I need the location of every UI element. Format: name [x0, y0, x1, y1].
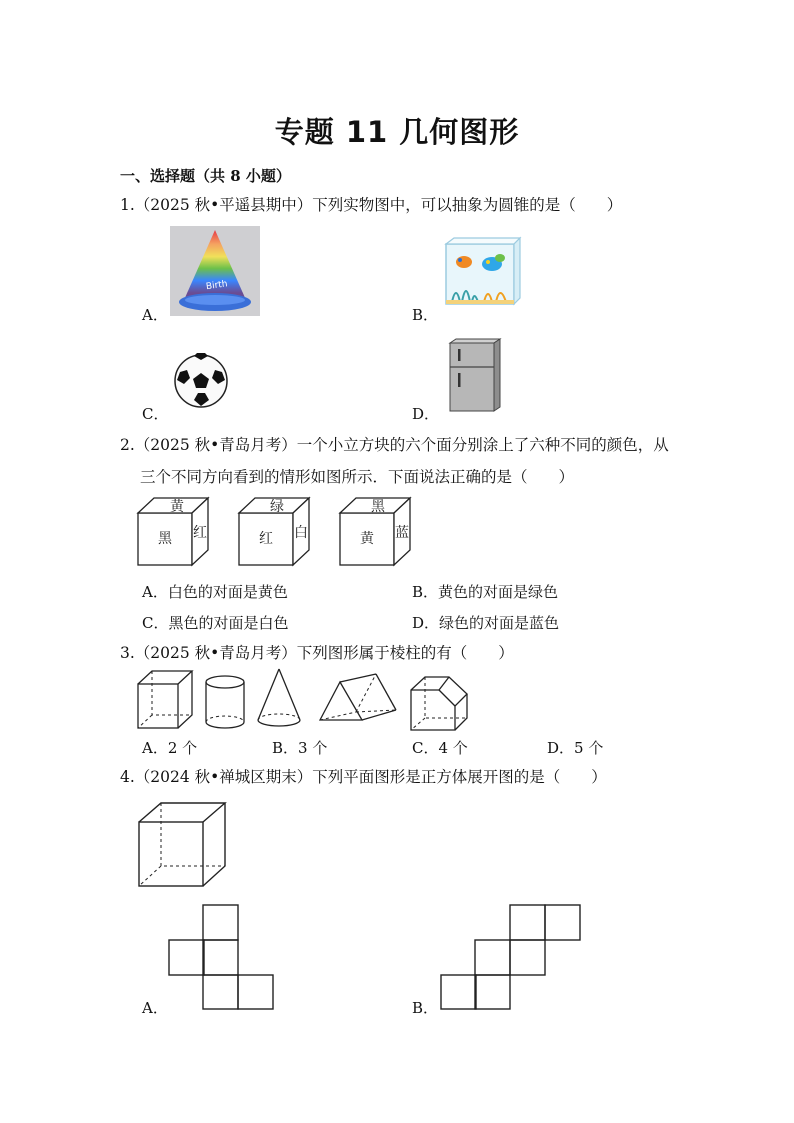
question-4-text: 4.（2024 秋•禅城区期末）下列平面图形是正方体展开图的是（ ） [120, 768, 607, 786]
triangular-prism-shape [318, 672, 398, 724]
fish-tank-image [440, 234, 522, 308]
hat-lettering: Birth [205, 279, 229, 293]
cube-1-top: 黄 [170, 499, 184, 515]
question-2-line-2: 三个不同方向看到的情形如图所示．下面说法正确的是（ ） [140, 468, 575, 486]
q3-option-d[interactable]: D．5 个 [547, 739, 604, 757]
q4-option-a[interactable]: A． [142, 999, 168, 1017]
q2-option-d[interactable]: D．绿色的对面是蓝色 [412, 614, 560, 632]
cuboid-shape [137, 670, 193, 730]
net-option-b [440, 904, 582, 1010]
cube-2-top: 绿 [270, 499, 284, 515]
q2-option-b[interactable]: B．黄色的对面是绿色 [412, 583, 559, 601]
page-title: 专题 11 几何图形 [274, 115, 520, 149]
question-1-text: 1.（2025 秋•平遥县期中）下列实物图中，可以抽象为圆锥的是（ ） [120, 196, 623, 214]
cube-1-side: 红 [193, 525, 207, 541]
party-hat-image [170, 226, 260, 316]
q1-option-a[interactable]: A． [142, 306, 168, 324]
q2-option-c[interactable]: C．黑色的对面是白色 [142, 614, 289, 632]
section-heading: 一、选择题（共 8 小题） [120, 167, 291, 185]
q1-option-b[interactable]: B． [412, 306, 439, 324]
question-2-line-1: 2.（2025 秋•青岛月考）一个小立方块的六个面分别涂上了六种不同的颜色，从 [120, 436, 669, 454]
cut-cube-shape [410, 676, 470, 732]
cube-3-front: 黄 [360, 531, 374, 547]
cube-view-1 [137, 497, 211, 567]
cylinder-shape [204, 674, 246, 730]
cube-1-front: 黑 [158, 531, 172, 547]
cube-3-top: 黑 [371, 499, 385, 515]
q4-option-b[interactable]: B． [412, 999, 439, 1017]
cube-shape [138, 802, 228, 888]
q3-option-a[interactable]: A．2 个 [142, 739, 198, 757]
cube-2-front: 红 [259, 531, 273, 547]
refrigerator-image [446, 337, 502, 413]
soccer-ball-image [172, 352, 230, 410]
cube-view-3 [339, 497, 413, 567]
q3-option-c[interactable]: C．4 个 [412, 739, 468, 757]
cube-2-side: 白 [294, 525, 308, 541]
q3-option-b[interactable]: B．3 个 [272, 739, 328, 757]
question-3-text: 3.（2025 秋•青岛月考）下列图形属于棱柱的有（ ） [120, 644, 514, 662]
cube-3-side: 蓝 [395, 525, 409, 541]
q1-option-c[interactable]: C． [142, 405, 169, 423]
net-option-a [168, 904, 274, 1010]
cube-view-2 [238, 497, 312, 567]
q2-option-a[interactable]: A．白色的对面是黄色 [142, 583, 288, 601]
cone-shape [256, 668, 302, 730]
q1-option-d[interactable]: D． [412, 405, 440, 423]
